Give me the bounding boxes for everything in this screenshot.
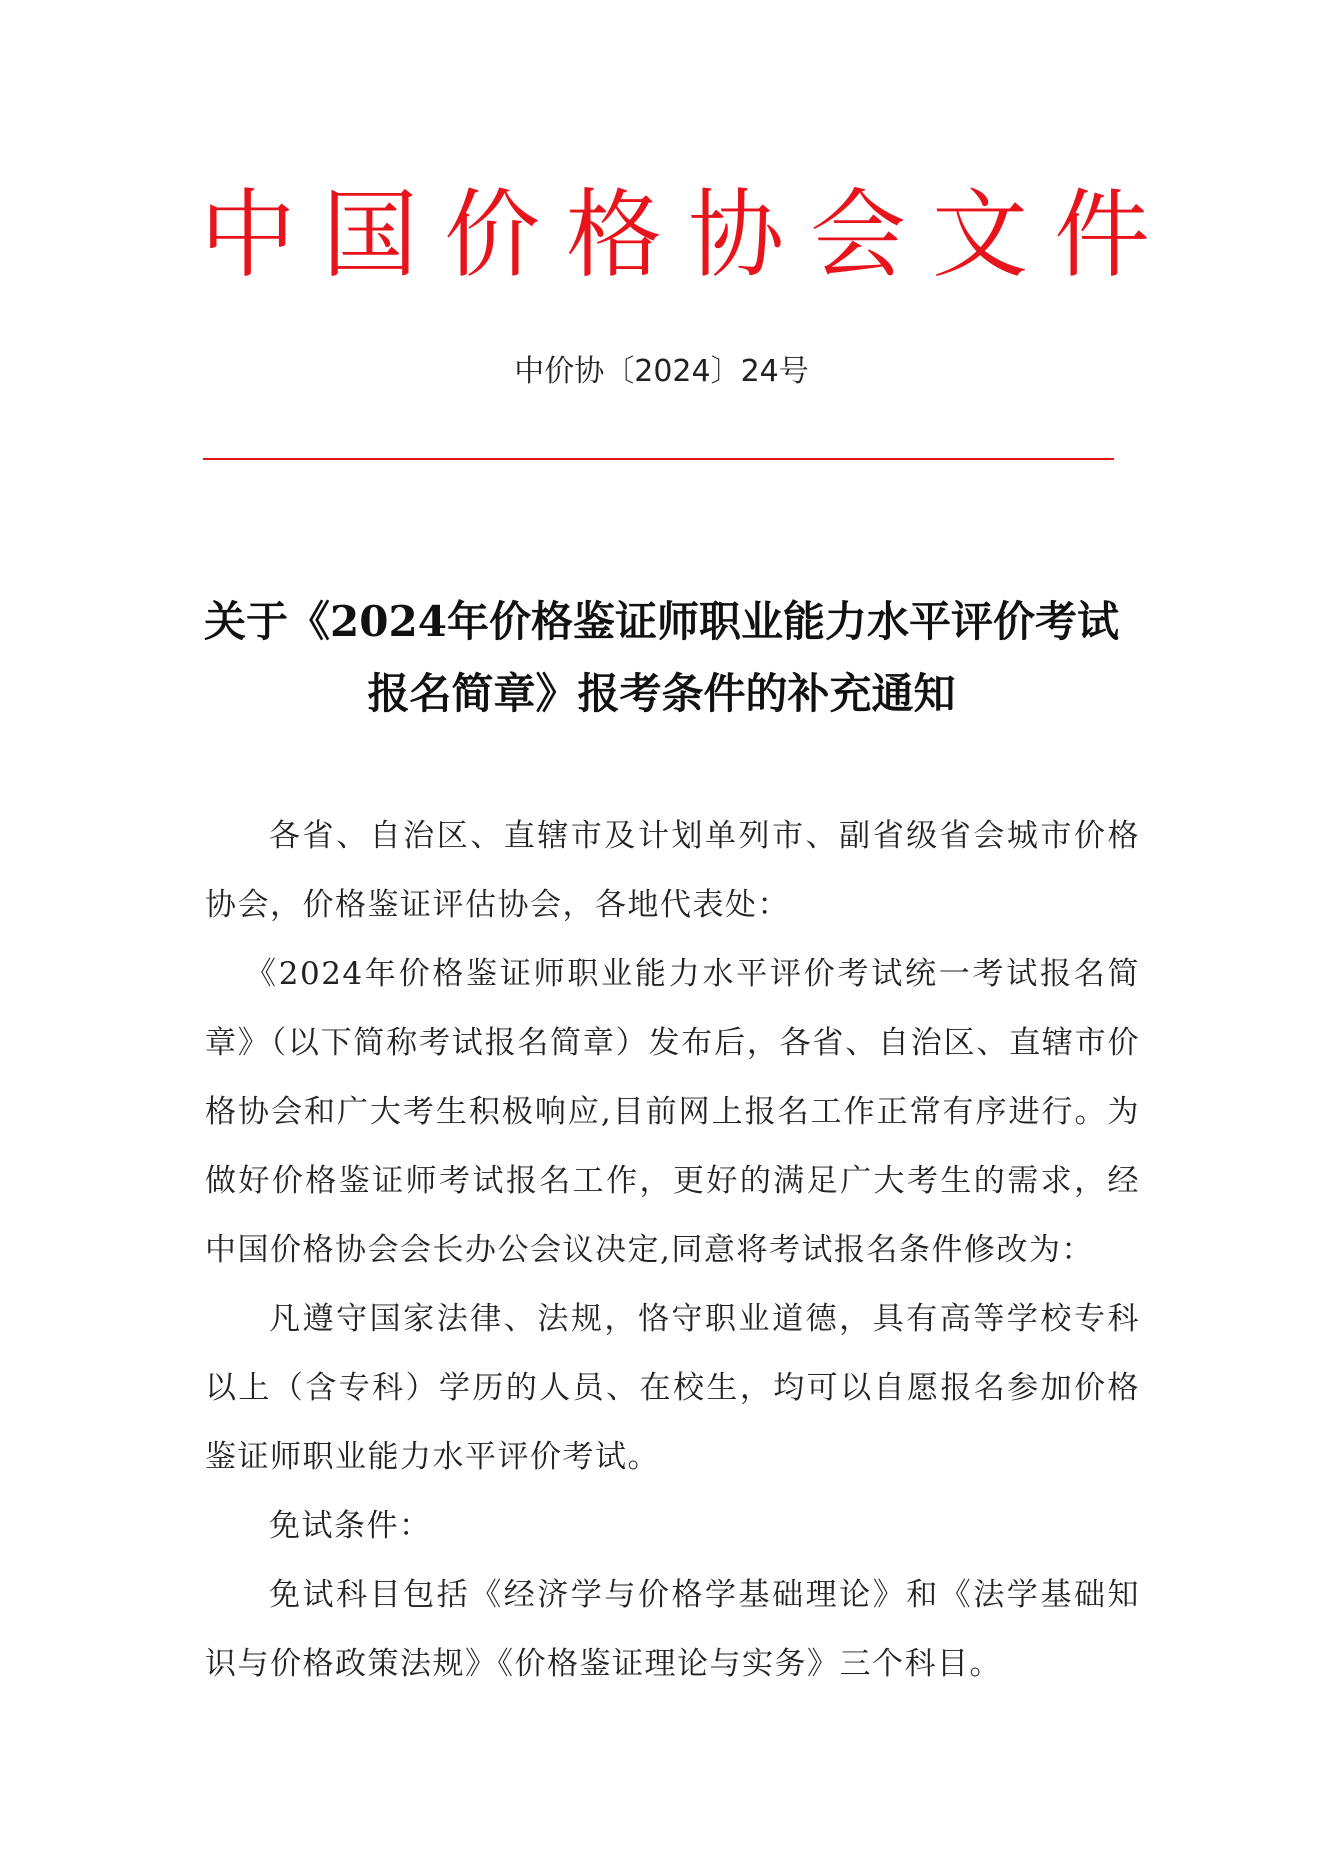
body-paragraph-1: 《2024年价格鉴证师职业能力水平评价考试统一考试报名简章》（以下简称考试报名简章）发布后，各省、自治区、直辖市价格协会和广大考生积极响应,目前网上报名工作正常有序进行。为做好价格鉴证师考试报名工作，更好的满足广大考生的需求，经中国价格协会会长办公会议决定,同意将考试报名条件修改为： [205,956,1140,1268]
notice-body [205,802,1140,1699]
masthead-title: 中国价格协会文件 [200,179,1176,291]
notice-title-line-2: 报名简章》报考条件的补充通知 [367,669,956,718]
document-number: 中价协〔2024〕24号 [514,354,809,389]
salutation-paragraph: 各省、自治区、直辖市及计划单列市、副省级省会城市价格协会，价格鉴证评估协会，各地代表处： [205,818,1140,923]
notice-title-line-1: 关于《2024年价格鉴证师职业能力水平评价考试 [204,597,1119,646]
body-paragraph-4: 免试科目包括《经济学与价格学基础理论》和《法学基础知识与价格政策法规》《价格鉴证理论与实务》三个科目。 [205,1577,1140,1682]
notice-title [150,586,1173,730]
body-paragraph-2: 凡遵守国家法律、法规，恪守职业道德，具有高等学校专科以上（含专科）学历的人员、在校生，均可以自愿报名参加价格鉴证师职业能力水平评价考试。 [205,1301,1140,1475]
body-paragraph-3: 免试条件： [269,1508,432,1544]
red-divider-line [203,458,1114,460]
